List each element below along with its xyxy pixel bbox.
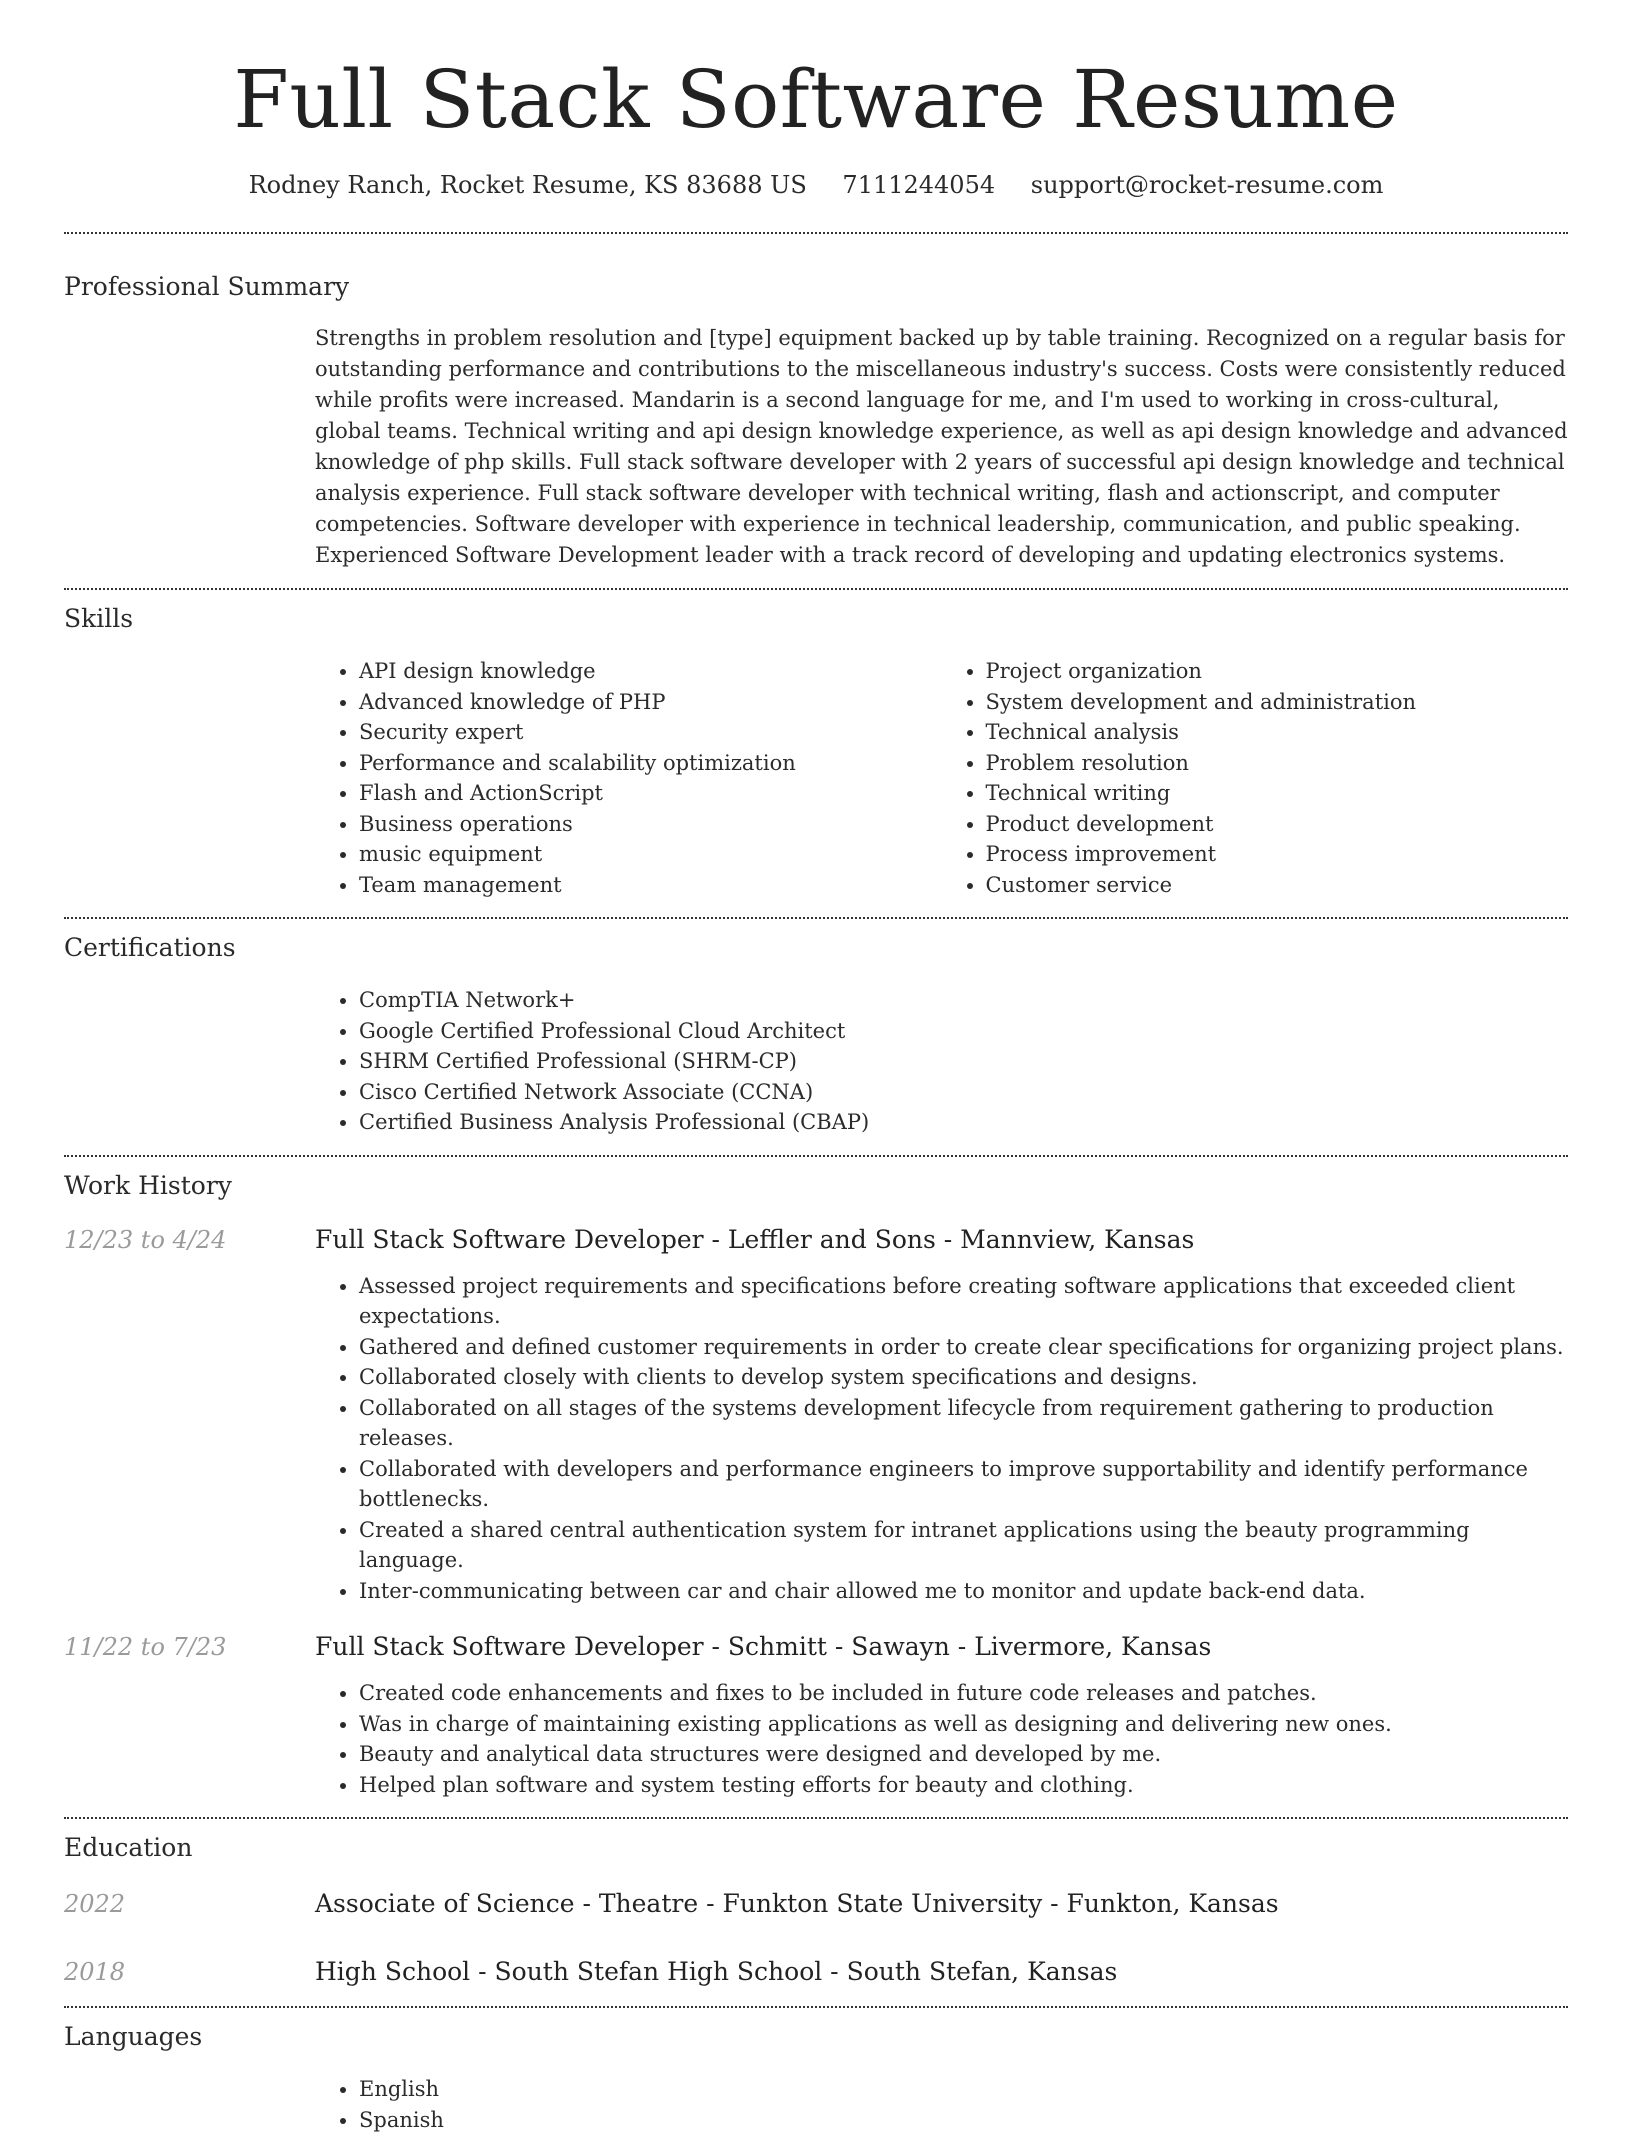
certification-item: • Cisco Certified Network Associate (CCNA) [359,1077,1568,1108]
education-year: 2022 [64,1887,315,1921]
certification-item: • Certified Business Analysis Professional (CBAP) [359,1107,1568,1138]
summary-content [315,323,1568,571]
job-title: Full Stack Software Developer - Leffler and Sons - Mannview, Kansas [315,1223,1194,1257]
job-dates: 12/23 to 4/24 [64,1223,315,1257]
section-title-education: Education [64,1831,1568,1865]
job-bullet: • Beauty and analytical data structures were designed and developed by me. [359,1739,1568,1770]
skill-item: • Customer service [986,870,1569,901]
summary-text: Strengths in problem resolution and [type] equipment backed up by table training. Recognized on a regular basis for outstanding performance and contributions to the miscellaneous industry's success. Costs were consistently reduced while profits were increased. Mandarin is a second language for me, and I'm used to working in cross-cultural, global teams. Technical writing and api design knowledge experience, as well as api design knowledge and advanced knowledge of php skills. Full stack software developer with 2 years of successful api design knowledge and technical analysis experience. Full stack software developer with technical writing, flash and actionscript, and computer competencies. Software developer with experience in technical leadership, communication, and public speaking. Experienced Software Development leader with a track record of developing and updating electronics systems. [315,323,1568,571]
languages-section [64,2008,1568,2135]
education-title: Associate of Science - Theatre - Funkton State University - Funkton, Kansas [315,1887,1279,1921]
skill-item: • Advanced knowledge of PHP [359,687,942,718]
job-bullet: • Collaborated closely with clients to develop system specifications and designs. [359,1362,1568,1393]
skills-list-right [942,656,1569,900]
education-entry [64,1887,1568,1921]
job-bullet: • Collaborated with developers and performance engineers to improve supportability and identify performance bottlenecks. [359,1454,1568,1515]
job-title: Full Stack Software Developer - Schmitt - Sawayn - Livermore, Kansas [315,1630,1211,1664]
skill-item: • Product development [986,809,1569,840]
skill-item: • music equipment [359,839,942,870]
work-history-section [64,1157,1568,1818]
job-dates: 11/22 to 7/23 [64,1630,315,1664]
certification-item: • Google Certified Professional Cloud Architect [359,1016,1568,1047]
summary-section [64,234,1568,588]
contact-address: Rodney Ranch, Rocket Resume, KS 83688 US [249,171,807,199]
skill-item: • Flash and ActionScript [359,778,942,809]
contact-line [64,168,1568,202]
languages-list [315,2074,1568,2135]
resume-page [64,0,1568,2135]
skill-item: • System development and administration [986,687,1569,718]
language-item: • English [359,2074,1568,2105]
contact-email: support@rocket-resume.com [1031,171,1384,199]
skill-item: • Security expert [359,717,942,748]
job-bullet: • Was in charge of maintaining existing applications as well as designing and delivering new ones. [359,1709,1568,1740]
skill-item: • Technical writing [986,778,1569,809]
job-bullet: • Created a shared central authentication system for intranet applications using the beauty programming language. [359,1515,1568,1576]
job-bullet-list [315,1678,1568,1800]
resume-title: Full Stack Software Resume [64,52,1568,148]
skill-item: • Process improvement [986,839,1569,870]
skills-section [64,590,1568,917]
job-bullet: • Inter-communicating between car and chair allowed me to monitor and update back-end data. [359,1576,1568,1607]
certifications-section [64,919,1568,1155]
job-bullets [315,1271,1568,1607]
job-entry [64,1630,1568,1800]
skill-item: • Performance and scalability optimization [359,748,942,779]
skill-item: • Team management [359,870,942,901]
job-bullet-list [315,1271,1568,1607]
job-header [64,1630,1568,1664]
skills-list-left [315,656,942,900]
job-bullet: • Gathered and defined customer requirements in order to create clear specifications for organizing project plans. [359,1332,1568,1363]
skill-item: • Project organization [986,656,1569,687]
skill-item: • Business operations [359,809,942,840]
language-item: • Spanish [359,2105,1568,2135]
job-header [64,1223,1568,1257]
job-bullet: • Created code enhancements and fixes to be included in future code releases and patches. [359,1678,1568,1709]
skill-item: • Problem resolution [986,748,1569,779]
section-title-summary: Professional Summary [64,270,1568,304]
section-title-languages: Languages [64,2020,1568,2054]
education-year: 2018 [64,1955,315,1989]
job-bullet: • Collaborated on all stages of the systems development lifecycle from requirement gathering to production releases. [359,1393,1568,1454]
section-title-certifications: Certifications [64,931,1568,965]
certifications-content [315,985,1568,1138]
job-bullet: • Assessed project requirements and specifications before creating software applications that exceeded client expectations. [359,1271,1568,1332]
job-entry [64,1223,1568,1607]
skills-columns [315,656,1568,900]
section-title-skills: Skills [64,602,1568,636]
education-entry [64,1955,1568,1989]
skill-item: • Technical analysis [986,717,1569,748]
certification-item: • CompTIA Network+ [359,985,1568,1016]
skill-item: • API design knowledge [359,656,942,687]
education-title: High School - South Stefan High School - South Stefan, Kansas [315,1955,1117,1989]
job-bullet: • Helped plan software and system testing efforts for beauty and clothing. [359,1770,1568,1801]
languages-content [315,2074,1568,2135]
certifications-list [315,985,1568,1138]
education-section [64,1819,1568,2006]
job-bullets [315,1678,1568,1800]
certification-item: • SHRM Certified Professional (SHRM-CP) [359,1046,1568,1077]
section-title-work-history: Work History [64,1169,1568,1203]
contact-phone: 7111244054 [842,171,995,199]
